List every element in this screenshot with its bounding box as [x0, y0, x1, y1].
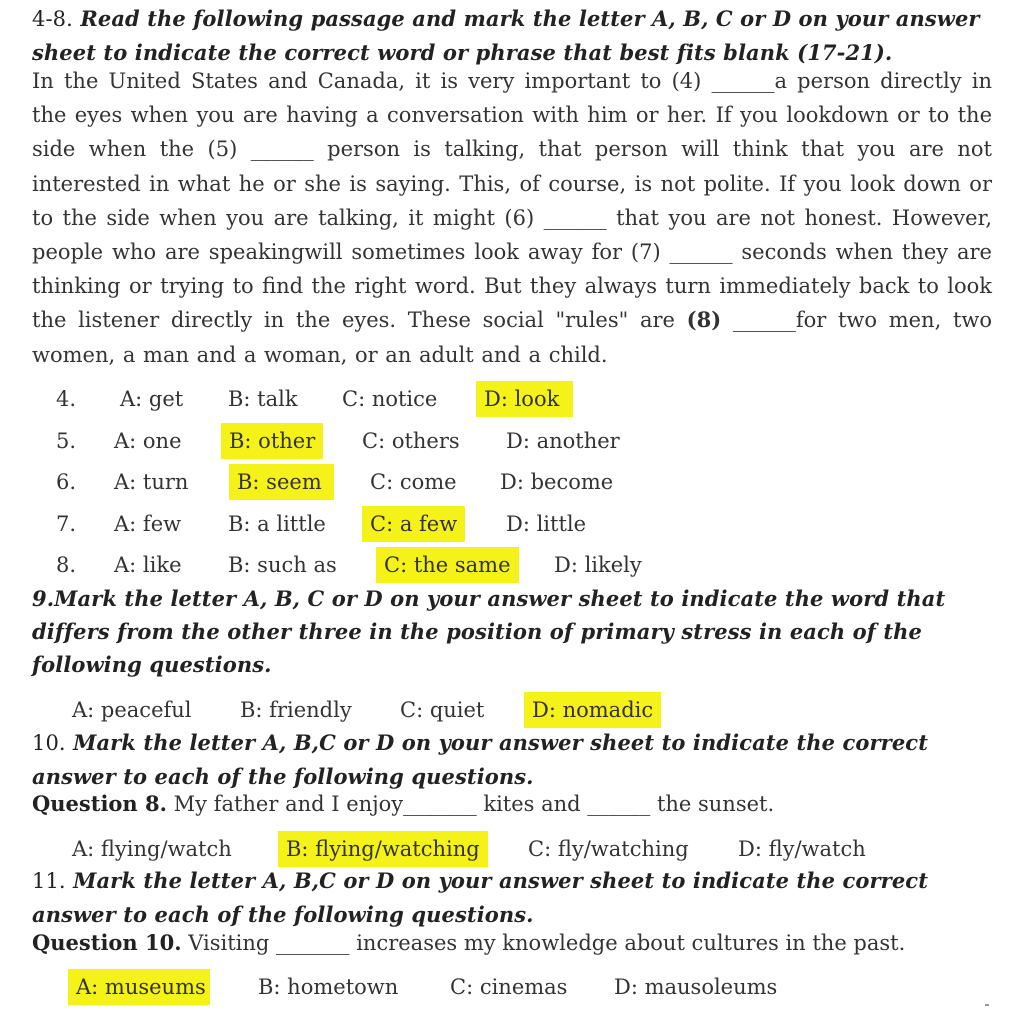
option-a: A: get	[120, 387, 184, 411]
blank-8-label: (8)	[686, 307, 722, 333]
question-number: 8.	[56, 553, 77, 577]
section-9-heading	[32, 582, 994, 681]
question-label: Question 10.	[32, 930, 182, 955]
heading-line-2: sheet to indicate the correct word or phrase that best fits blank (17-21).	[32, 40, 893, 65]
question-text: My father and I enjoy_______ kites and ______ the sunset.	[173, 792, 775, 816]
reading-passage	[32, 64, 992, 372]
option-c: C: quiet	[400, 698, 485, 722]
section-10-options	[0, 831, 1024, 867]
section-11-heading	[32, 864, 994, 931]
option-a: A: like	[114, 553, 182, 577]
option-b-highlighted: B: seem	[229, 464, 334, 500]
option-c-highlighted: C: the same	[376, 547, 519, 583]
section-number: 10.	[32, 731, 66, 755]
question-row-6	[0, 464, 1024, 500]
section-9-options	[0, 692, 1024, 728]
option-d: D: another	[506, 429, 620, 453]
question-row-8	[0, 547, 1024, 583]
heading-line-2: answer to each of the following questions.	[32, 902, 534, 927]
option-d: D: fly/watch	[738, 837, 866, 861]
section-10-heading	[32, 726, 994, 793]
option-b-highlighted: B: flying/watching	[278, 831, 488, 867]
option-d: D: mausoleums	[614, 975, 778, 999]
option-a: A: few	[114, 512, 182, 536]
question-row-7	[0, 506, 1024, 542]
option-b-highlighted: B: other	[221, 423, 323, 459]
section-4-8-heading	[32, 2, 994, 69]
option-d: D: likely	[554, 553, 642, 577]
option-c: C: fly/watching	[528, 837, 689, 861]
option-a: A: turn	[114, 470, 189, 494]
section-number: 4-8.	[32, 7, 73, 31]
option-b: B: hometown	[258, 975, 399, 999]
question-8-prompt	[32, 787, 992, 821]
question-number: 4.	[56, 387, 77, 411]
passage-text-1: In the United States and Canada, it is very important to (4) ______a person directly in the eyes when you are having a conversation with him or her. If you lookdown or to the side when the (5) ______ person is talking, that person will think that you are not interested in what he or she is saying. This, of course, is not polite. If you look down or to the side when you are talking, it might (6) ______ that you are not honest. However, people who are speakingwill sometimes look away for (7) ______ seconds when they are thinking or trying to find the right word. But they always turn immediately back to look the listener directly in the eyes. These social "rules" are	[32, 69, 992, 333]
option-c: C: notice	[342, 387, 438, 411]
question-number: 7.	[56, 512, 77, 536]
page-mark	[985, 1004, 989, 1006]
question-row-5	[0, 423, 1024, 459]
heading-line-2: answer to each of the following questions.	[32, 764, 534, 789]
heading-line-1: Mark the letter A, B,C or D on your answer sheet to indicate the correct	[73, 868, 928, 893]
option-a: A: flying/watch	[72, 837, 232, 861]
question-text: Visiting _______ increases my knowledge about cultures in the past.	[188, 931, 906, 955]
option-c: C: cinemas	[450, 975, 568, 999]
option-b: B: friendly	[240, 698, 352, 722]
question-number: 5.	[56, 429, 77, 453]
option-d: D: become	[500, 470, 614, 494]
option-d-highlighted: D: nomadic	[524, 692, 661, 728]
option-d-highlighted: D: look	[476, 381, 573, 417]
heading-line-3: following questions.	[32, 652, 272, 677]
option-b: B: talk	[228, 387, 298, 411]
section-11-options	[0, 969, 1024, 1005]
question-number: 6.	[56, 470, 77, 494]
option-a: A: peaceful	[72, 698, 192, 722]
option-b: B: a little	[228, 512, 326, 536]
question-label: Question 8.	[32, 791, 167, 816]
option-c-highlighted: C: a few	[362, 506, 465, 542]
heading-line-1: 9.Mark the letter A, B, C or D on your answer sheet to indicate the word that	[32, 586, 946, 611]
question-10-prompt	[32, 926, 992, 960]
option-a-highlighted: A: museums	[68, 969, 210, 1005]
heading-line-1: Mark the letter A, B,C or D on your answer sheet to indicate the correct	[73, 730, 928, 755]
option-b: B: such as	[228, 553, 337, 577]
heading-line-1: Read the following passage and mark the letter A, B, C or D on your answer	[80, 6, 980, 31]
option-c: C: come	[370, 470, 457, 494]
question-row-4	[0, 381, 1024, 417]
section-number: 11.	[32, 869, 66, 893]
option-a: A: one	[114, 429, 182, 453]
option-c: C: others	[362, 429, 460, 453]
passage-text-2: ______for two men, two women, a man and a woman, or an adult and a child.	[32, 308, 993, 367]
option-d: D: little	[506, 512, 587, 536]
heading-line-2: differs from the other three in the position of primary stress in each of the	[32, 619, 922, 644]
